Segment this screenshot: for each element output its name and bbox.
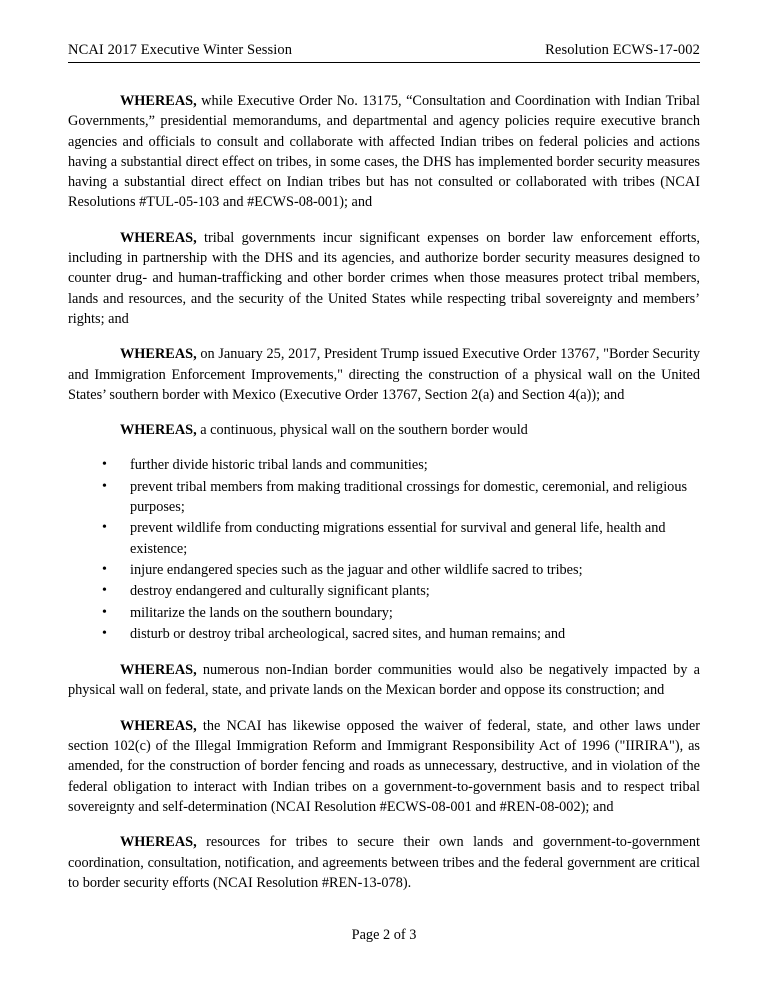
paragraph-whereas-3 [68, 344, 700, 405]
header-session-title: NCAI 2017 Executive Winter Session [68, 42, 293, 58]
list-item: • injure endangered species such as the jaguar and other wildlife sacred to tribes; [98, 560, 700, 580]
page-number-label: Page 2 of 3 [351, 927, 417, 943]
page-content [68, 42, 700, 964]
list-item: • prevent wildlife from conducting migrations essential for survival and general life, health and existence; [98, 518, 700, 559]
document-body [68, 91, 700, 893]
paragraph-lead: WHEREAS, [120, 229, 197, 246]
list-item: • militarize the lands on the southern boundary; [98, 603, 700, 623]
paragraph-lead: WHEREAS, [120, 834, 197, 851]
paragraph-whereas-1 [68, 91, 700, 213]
paragraph-text: on January 25, 2017, President Trump issued Executive Order 13767, "Border Security and Immigration Enforcement Improvements," directing the construction of a physical wall on the United States’ southern border with Mexico (Executive Order 13767, Section 2(a) and Section 4(a)); and [68, 346, 700, 403]
header-resolution-number: Resolution ECWS-17-002 [545, 42, 700, 58]
paragraph-text: a continuous, physical wall on the southern border would [196, 422, 528, 439]
paragraph-lead: WHEREAS, [120, 717, 197, 734]
paragraph-text: while Executive Order No. 13175, “Consultation and Coordination with Indian Tribal Governments,” presidential memorandums, and departmental and agency policies require executive branch agencies and officials to consult and collaborate with affected Indian tribes on federal policies and actions having a substantial direct effect on tribes, in some cases, the DHS has implemented border security measures having a substantial direct effect on Indian tribes but has not consulted or collaborated with tribes (NCAI Resolutions #TUL-05-103 and #ECWS-08-001); and [68, 93, 700, 211]
paragraph-whereas-4 [68, 420, 700, 440]
paragraph-text: resources for tribes to secure their own lands and government-to-government coordination, consultation, notification, and agreements between tribes and the federal government are critical to border security efforts (NCAI Resolution #REN-13-078). [68, 834, 700, 891]
list-item: • destroy endangered and culturally significant plants; [98, 581, 700, 601]
paragraph-whereas-2 [68, 228, 700, 329]
paragraph-lead: WHEREAS, [120, 422, 197, 439]
list-item: • further divide historic tribal lands and communities; [98, 455, 700, 475]
paragraph-text: the NCAI has likewise opposed the waiver of federal, state, and other laws under section 102(c) of the Illegal Immigration Reform and Immigrant Responsibility Act of 1996 ("IIRIRA"), as amended, for the construction of border fencing and roads as unnecessary, destructive, and in violation of the federal obligation to interact with Indian tribes on a government-to-government basis and to respect tribal sovereignty and self-determination (NCAI Resolution #ECWS-08-001 and #REN-08-002); and [68, 717, 700, 815]
page-header [68, 42, 700, 63]
paragraph-text: tribal governments incur significant expenses on border law enforcement efforts, including in partnership with the DHS and its agencies, and authorize border security measures designed to counter drug- and human-trafficking and other border crimes when those measures protect tribal members, lands and resources, and the security of the United States while respecting tribal sovereignty and members’ rights; and [68, 229, 700, 327]
paragraph-whereas-6 [68, 716, 700, 817]
page-footer [68, 927, 700, 944]
paragraph-whereas-7 [68, 832, 700, 893]
paragraph-lead: WHEREAS, [120, 662, 197, 679]
paragraph-whereas-5 [68, 660, 700, 701]
paragraph-lead: WHEREAS, [120, 346, 197, 363]
list-item: • disturb or destroy tribal archeological, sacred sites, and human remains; and [98, 624, 700, 644]
list-item: • prevent tribal members from making traditional crossings for domestic, ceremonial, and religious purposes; [98, 477, 700, 518]
bullet-list [68, 455, 700, 644]
paragraph-text: numerous non-Indian border communities would also be negatively impacted by a physical wall on federal, state, and private lands on the Mexican border and oppose its construction; and [68, 662, 700, 699]
paragraph-lead: WHEREAS, [120, 93, 197, 109]
